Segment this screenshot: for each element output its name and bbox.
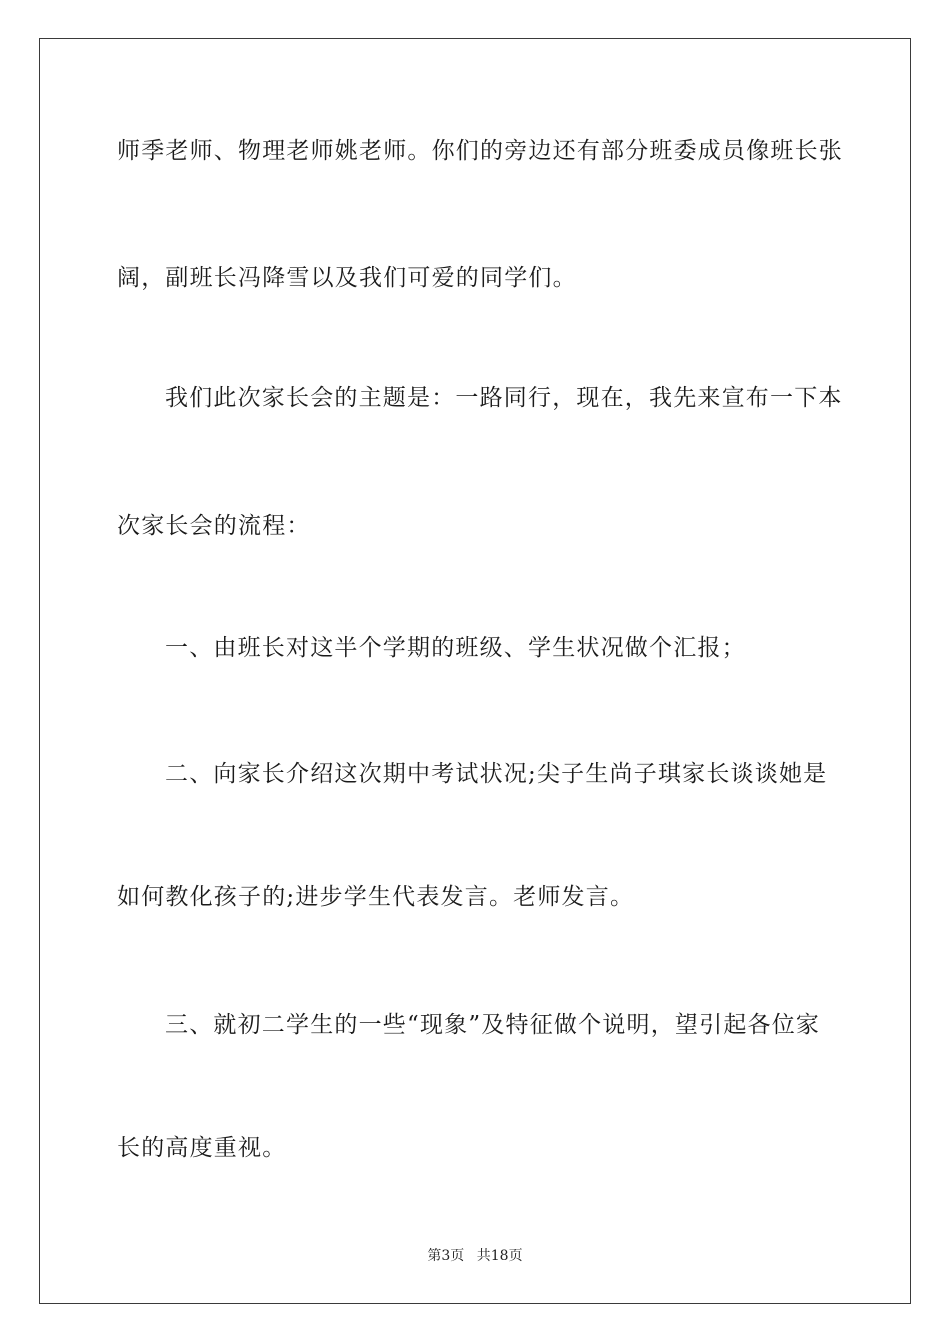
- text-line-8: 三、就初二学生的一些“现象”及特征做个说明，望引起各位家: [165, 1012, 821, 1038]
- text-line-3: 我们此次家长会的主题是：一路同行，现在，我先来宣布一下本: [165, 385, 843, 411]
- text-line-2: 阔，副班长冯降雪以及我们可爱的同学们。: [117, 265, 577, 291]
- text-line-1: 师季老师、物理老师姚老师。你们的旁边还有部分班委成员像班长张: [117, 138, 843, 164]
- page-footer: [0, 1247, 950, 1265]
- text-line-7: 如何教化孩子的;进步学生代表发言。老师发言。: [117, 884, 635, 910]
- text-line-9: 长的高度重视。: [117, 1135, 287, 1161]
- text-line-4: 次家长会的流程：: [117, 513, 311, 539]
- page-total: 共18页: [476, 1248, 523, 1264]
- text-line-6: 二、向家长介绍这次期中考试状况;尖子生尚子琪家长谈谈她是: [165, 761, 828, 787]
- page-number: 第3页: [427, 1248, 465, 1264]
- page-border: [39, 38, 911, 1304]
- text-line-5: 一、由班长对这半个学期的班级、学生状况做个汇报；: [165, 635, 746, 661]
